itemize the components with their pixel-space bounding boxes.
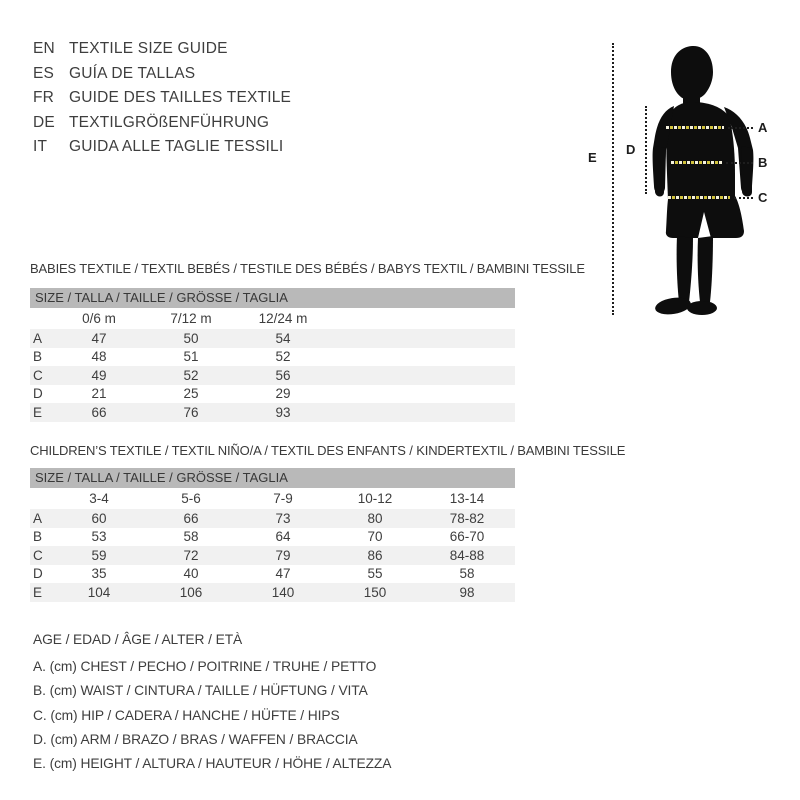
- size-value: 79: [275, 547, 291, 563]
- legend-item: C. (cm) HIP / CADERA / HANCHE / HÜFTE / HIPS: [33, 707, 340, 723]
- hip-leader-line: [734, 197, 753, 199]
- size-value: 80: [367, 510, 383, 526]
- chest-measure-dash-a: [666, 126, 724, 129]
- size-value: 54: [275, 330, 291, 346]
- column-header: 10-12: [329, 488, 421, 509]
- size-value: 52: [275, 349, 291, 365]
- size-value: 47: [91, 330, 107, 346]
- size-value: 59: [91, 547, 107, 563]
- size-value: 106: [179, 584, 203, 600]
- size-value: 76: [183, 404, 199, 420]
- size-value: 56: [275, 367, 291, 383]
- size-value: 21: [91, 386, 107, 402]
- measure-row: [30, 509, 515, 528]
- babies-size-table: [30, 308, 515, 422]
- size-value: 60: [91, 510, 107, 526]
- filler-cell: [329, 403, 515, 422]
- language-title: GUÍA DE TALLAS: [69, 64, 196, 82]
- row-label: D: [33, 566, 43, 582]
- corner-cell: [30, 308, 53, 329]
- language-code: EN: [33, 40, 55, 58]
- children-size-table: [30, 488, 515, 602]
- marker-label-b: B: [758, 155, 768, 170]
- marker-label-e: E: [588, 150, 597, 165]
- language-list: [33, 37, 291, 160]
- size-value: 58: [459, 566, 475, 582]
- size-value: 50: [183, 330, 199, 346]
- height-measure-line-e: [612, 43, 614, 315]
- language-row: [33, 62, 291, 87]
- size-value: 66: [91, 404, 107, 420]
- babies-section-heading: BABIES TEXTILE / TEXTIL BEBÉS / TESTILE DES BÉBÉS / BABYS TEXTIL / BAMBINI TESSILE: [30, 261, 585, 276]
- size-value: 29: [275, 386, 291, 402]
- size-value: 48: [91, 349, 107, 365]
- column-header-row: [30, 488, 515, 509]
- size-value: 35: [91, 566, 107, 582]
- row-label: E: [33, 404, 43, 420]
- size-value: 47: [275, 566, 291, 582]
- size-value: 86: [367, 547, 383, 563]
- row-label: B: [33, 529, 43, 545]
- row-label: A: [33, 510, 43, 526]
- measure-row: [30, 565, 515, 584]
- measure-row: [30, 528, 515, 547]
- row-label: B: [33, 349, 43, 365]
- filler-cell: [329, 385, 515, 404]
- language-code: DE: [33, 113, 55, 131]
- row-label: D: [33, 386, 43, 402]
- filler-cell: [513, 488, 515, 509]
- size-value: 98: [459, 584, 475, 600]
- size-value: 73: [275, 510, 291, 526]
- size-value: 55: [367, 566, 383, 582]
- language-title: GUIDA ALLE TAGLIE TESSILI: [69, 138, 284, 156]
- language-title: TEXTILGRÖßENFÜHRUNG: [69, 113, 270, 131]
- column-header: 5-6: [145, 488, 237, 509]
- marker-label-a: A: [758, 120, 768, 135]
- row-label: E: [33, 584, 43, 600]
- waist-measure-dash-b: [671, 161, 723, 164]
- filler-cell: [513, 565, 515, 584]
- language-row: [33, 135, 291, 160]
- measure-row: [30, 385, 515, 404]
- column-header: 12/24 m: [237, 308, 329, 329]
- corner-cell: [30, 488, 53, 509]
- language-row: [33, 86, 291, 111]
- measure-row: [30, 366, 515, 385]
- size-value: 58: [183, 529, 199, 545]
- hip-measure-dash-c: [668, 196, 730, 199]
- row-label: C: [33, 367, 43, 383]
- chest-leader-line: [728, 127, 753, 129]
- legend-item: E. (cm) HEIGHT / ALTURA / HAUTEUR / HÖHE / ALTEZZA: [33, 756, 392, 772]
- size-value: 84-88: [449, 547, 485, 563]
- size-value: 40: [183, 566, 199, 582]
- filler-cell: [329, 308, 515, 329]
- language-code: ES: [33, 64, 55, 82]
- size-value: 66-70: [449, 529, 485, 545]
- row-label: C: [33, 547, 43, 563]
- filler-cell: [513, 546, 515, 565]
- column-header: 7-9: [237, 488, 329, 509]
- child-silhouette: [652, 44, 762, 316]
- size-value: 52: [183, 367, 199, 383]
- children-size-header-bar: SIZE / TALLA / TAILLE / GRÖSSE / TAGLIA: [30, 468, 515, 488]
- column-header: 7/12 m: [145, 308, 237, 329]
- size-value: 51: [183, 349, 199, 365]
- legend-age-line: AGE / EDAD / ÂGE / ALTER / ETÀ: [33, 632, 243, 647]
- column-header: 13-14: [421, 488, 513, 509]
- arm-measure-line-d: [645, 106, 647, 194]
- measure-row: [30, 329, 515, 348]
- size-value: 93: [275, 404, 291, 420]
- filler-cell: [513, 509, 515, 528]
- marker-label-d: D: [626, 142, 636, 157]
- size-value: 78-82: [449, 510, 485, 526]
- size-value: 53: [91, 529, 107, 545]
- size-value: 150: [363, 584, 387, 600]
- filler-cell: [513, 528, 515, 547]
- measure-row: [30, 348, 515, 367]
- size-value: 140: [271, 584, 295, 600]
- filler-cell: [329, 348, 515, 367]
- legend-item: A. (cm) CHEST / PECHO / POITRINE / TRUHE / PETTO: [33, 659, 377, 674]
- row-label: A: [33, 330, 43, 346]
- language-code: IT: [33, 138, 48, 156]
- size-value: 66: [183, 510, 199, 526]
- size-value: 25: [183, 386, 199, 402]
- language-row: [33, 37, 291, 62]
- column-header: 0/6 m: [53, 308, 145, 329]
- measure-row: [30, 583, 515, 602]
- size-value: 72: [183, 547, 199, 563]
- babies-size-header-bar: SIZE / TALLA / TAILLE / GRÖSSE / TAGLIA: [30, 288, 515, 308]
- language-title: TEXTILE SIZE GUIDE: [69, 40, 228, 58]
- measure-row: [30, 403, 515, 422]
- column-header-row: [30, 308, 515, 329]
- filler-cell: [329, 329, 515, 348]
- legend-item: D. (cm) ARM / BRAZO / BRAS / WAFFEN / BRACCIA: [33, 731, 358, 747]
- legend-item: B. (cm) WAIST / CINTURA / TAILLE / HÜFTUNG / VITA: [33, 683, 368, 699]
- waist-leader-line: [726, 162, 753, 164]
- size-value: 64: [275, 529, 291, 545]
- legend-items: [33, 655, 391, 776]
- column-header: 3-4: [53, 488, 145, 509]
- size-value: 70: [367, 529, 383, 545]
- measure-row: [30, 546, 515, 565]
- size-value: 49: [91, 367, 107, 383]
- marker-label-c: C: [758, 190, 768, 205]
- filler-cell: [329, 366, 515, 385]
- measurement-legend: [33, 628, 391, 776]
- filler-cell: [513, 583, 515, 602]
- language-title: GUIDE DES TAILLES TEXTILE: [69, 89, 292, 107]
- children-section-heading: CHILDREN’S TEXTILE / TEXTIL NIÑO/A / TEXTIL DES ENFANTS / KINDERTEXTIL / BAMBINI TESSILE: [30, 443, 626, 458]
- language-row: [33, 111, 291, 136]
- language-code: FR: [33, 89, 55, 107]
- size-value: 104: [87, 584, 111, 600]
